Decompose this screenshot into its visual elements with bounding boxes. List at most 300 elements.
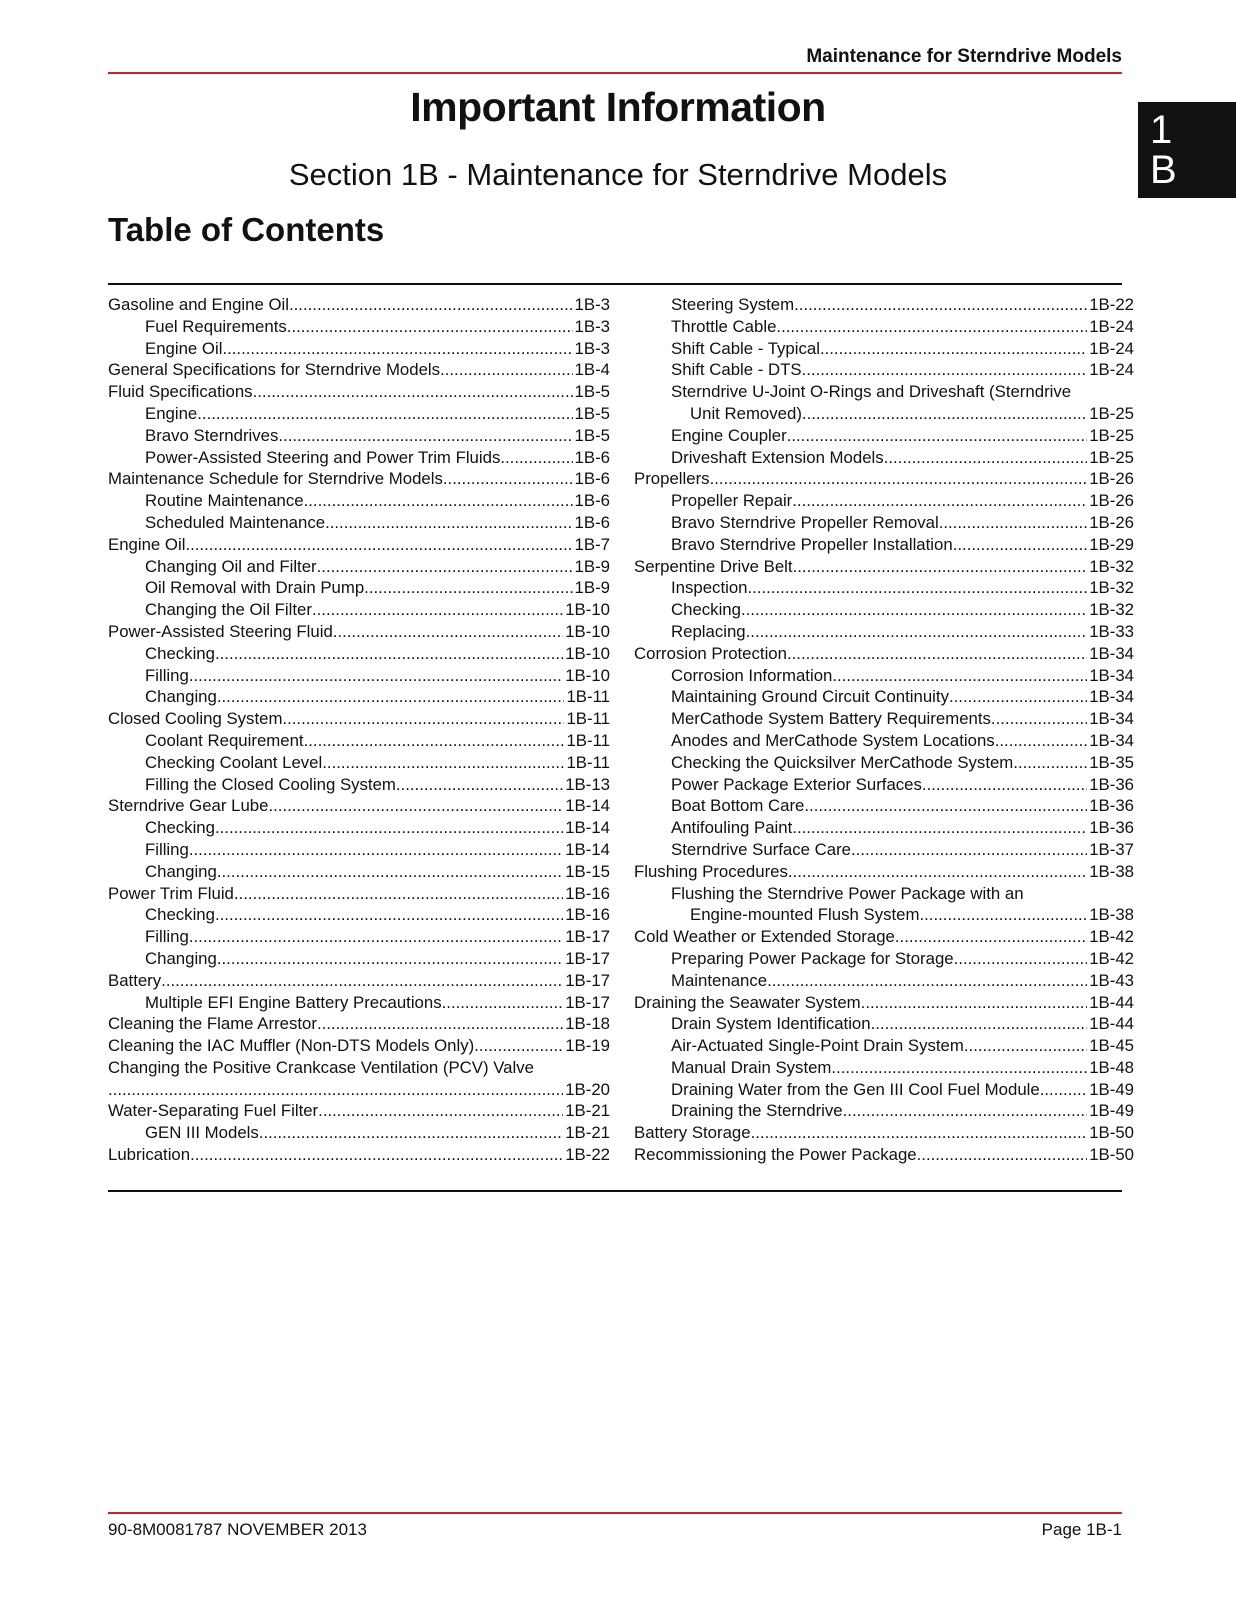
toc-entry-page: 1B-19	[565, 1036, 610, 1056]
toc-entry-page: 1B-6	[574, 469, 610, 489]
toc-entry-page: 1B-10	[565, 665, 610, 685]
toc-entry[interactable]	[108, 621, 610, 643]
toc-entry-label: Checking Coolant Level	[145, 752, 323, 772]
toc-leader-dots	[953, 534, 1088, 556]
toc-entry-page: 1B-5	[574, 425, 610, 445]
toc-entry[interactable]	[634, 926, 1134, 948]
toc-leader-dots	[804, 795, 1087, 817]
toc-entry-label: Changing Oil and Filter	[145, 556, 317, 576]
toc-entry-label: Recommissioning the Power Package	[634, 1145, 917, 1165]
toc-entry[interactable]	[108, 512, 610, 534]
toc-entry-page: 1B-32	[1089, 600, 1134, 620]
toc-leader-dots	[217, 686, 565, 708]
toc-entry[interactable]	[108, 316, 610, 338]
toc-entry-label: Fuel Requirements	[145, 316, 287, 336]
toc-entry[interactable]	[108, 817, 610, 839]
toc-entry-page: 1B-45	[1089, 1036, 1134, 1056]
toc-entry-label: Power-Assisted Steering Fluid	[108, 621, 333, 641]
toc-entry-label: Sterndrive Surface Care	[671, 839, 852, 859]
toc-entry-label: MerCathode System Battery Requirements	[671, 709, 991, 729]
toc-entry[interactable]	[108, 468, 610, 490]
toc-entry-page: 1B-17	[565, 948, 610, 968]
toc-entry[interactable]	[634, 839, 1134, 861]
toc-entry-page: 1B-36	[1089, 796, 1134, 816]
toc-leader-dots	[234, 883, 563, 905]
toc-entry-page: 1B-3	[574, 295, 610, 314]
toc-entry[interactable]	[108, 294, 610, 316]
toc-entry-page: 1B-6	[574, 447, 610, 467]
toc-leader-dots	[1040, 1079, 1087, 1101]
toc-entry[interactable]	[108, 599, 610, 621]
toc-entry-page: 1B-24	[1089, 360, 1134, 380]
toc-entry-page: 1B-25	[1089, 425, 1134, 445]
toc-leader-dots	[794, 294, 1087, 316]
toc-entry[interactable]	[108, 447, 610, 469]
toc-entry[interactable]	[634, 795, 1134, 817]
toc-entry-page: 1B-43	[1089, 970, 1134, 990]
running-header: Maintenance for Sterndrive Models	[806, 46, 1122, 67]
toc-entry-page: 1B-38	[1089, 905, 1134, 925]
toc-entry-page: 1B-21	[565, 1123, 610, 1143]
toc-entry[interactable]	[108, 338, 610, 360]
toc-entry[interactable]	[108, 1079, 610, 1101]
toc-entry-page: 1B-17	[565, 927, 610, 947]
toc-leader-dots	[317, 1013, 563, 1035]
toc-leader-dots	[215, 904, 563, 926]
footer-doc-number: 90-8M0081787 NOVEMBER 2013	[108, 1520, 367, 1539]
toc-entry-page: 1B-44	[1089, 1014, 1134, 1034]
toc-entry-label: Engine-mounted Flush System	[690, 905, 920, 925]
toc-leader-dots	[792, 817, 1087, 839]
toc-entry-label: Flushing the Sterndrive Power Package with an	[671, 883, 1024, 903]
toc-leader-dots	[767, 970, 1087, 992]
toc-leader-dots	[802, 403, 1087, 425]
toc-entry[interactable]	[108, 1122, 610, 1144]
toc-right-column	[634, 294, 1134, 1166]
toc-leader-dots	[820, 338, 1087, 360]
toc-leader-dots	[751, 1122, 1088, 1144]
toc-entry[interactable]	[634, 512, 1134, 534]
toc-entry[interactable]	[634, 752, 1134, 774]
toc-entry[interactable]	[108, 774, 610, 796]
toc-entry-page: 1B-11	[566, 687, 610, 707]
toc-entry[interactable]	[634, 992, 1134, 1014]
toc-entry-label: Inspection	[671, 578, 748, 598]
toc-leader-dots	[312, 599, 563, 621]
toc-entry-page: 1B-33	[1089, 621, 1134, 641]
toc-entry-label: Coolant Requirement	[145, 730, 304, 750]
toc-leader-dots	[919, 904, 1087, 926]
toc-entry-page: 1B-38	[1089, 861, 1134, 881]
toc-leader-dots	[787, 643, 1087, 665]
toc-entry-page: 1B-9	[574, 578, 610, 598]
toc-leader-dots	[282, 708, 564, 730]
toc-entry[interactable]	[108, 708, 610, 730]
toc-leader-dots	[318, 1100, 563, 1122]
toc-entry[interactable]	[634, 665, 1134, 687]
toc-entry-page: 1B-29	[1089, 534, 1134, 554]
toc-entry-label: Gasoline and Engine Oil	[108, 295, 289, 314]
toc-entry[interactable]	[634, 577, 1134, 599]
toc-entry-label: Serpentine Drive Belt	[634, 556, 793, 576]
toc-entry[interactable]	[108, 992, 610, 1014]
section-tab	[1138, 102, 1236, 198]
toc-leader-dots	[954, 948, 1088, 970]
toc-entry-label: Shift Cable - DTS	[671, 360, 802, 380]
toc-entry[interactable]	[108, 1144, 610, 1166]
toc-entry-label: Changing	[145, 861, 217, 881]
toc-leader-dots	[189, 926, 563, 948]
toc-entry-page: 1B-34	[1089, 730, 1134, 750]
toc-entry-page: 1B-35	[1089, 752, 1134, 772]
toc-leader-dots	[843, 1100, 1088, 1122]
toc-entry[interactable]	[108, 534, 610, 556]
footer-page-number: Page 1B-1	[1041, 1520, 1122, 1539]
toc-entry-page: 1B-32	[1089, 556, 1134, 576]
toc-entry-page: 1B-24	[1089, 316, 1134, 336]
toc-entry-page: 1B-10	[565, 643, 610, 663]
toc-leader-dots	[396, 774, 563, 796]
toc-leader-dots	[259, 1122, 563, 1144]
toc-entry[interactable]	[634, 686, 1134, 708]
footer-rule	[108, 1512, 1122, 1514]
toc-entry-page: 1B-5	[574, 382, 610, 402]
toc-entry[interactable]	[634, 381, 1134, 403]
toc-leader-dots	[802, 359, 1088, 381]
toc-entry-label: Power Trim Fluid	[108, 883, 234, 903]
toc-entry-page: 1B-22	[565, 1145, 610, 1165]
toc-entry[interactable]	[108, 577, 610, 599]
toc-entry[interactable]	[634, 403, 1134, 425]
toc-entry-label: Multiple EFI Engine Battery Precautions	[145, 992, 442, 1012]
toc-entry-page: 1B-37	[1089, 839, 1134, 859]
toc-entry-label: Cold Weather or Extended Storage	[634, 927, 895, 947]
toc-entry-label: Replacing	[671, 621, 746, 641]
toc-leader-dots	[443, 468, 573, 490]
toc-leader-dots	[287, 316, 573, 338]
toc-entry-label: Throttle Cable	[671, 316, 777, 336]
toc-entry-page: 1B-36	[1089, 818, 1134, 838]
toc-entry-page: 1B-6	[574, 491, 610, 511]
toc-entry[interactable]	[634, 643, 1134, 665]
toc-entry[interactable]	[108, 752, 610, 774]
toc-entry-label: Boat Bottom Care	[671, 796, 805, 816]
toc-leader-dots	[995, 730, 1088, 752]
toc-entry-label: Draining Water from the Gen III Cool Fuel Module	[671, 1079, 1040, 1099]
toc-entry-page: 1B-14	[565, 839, 610, 859]
toc-entry-page: 1B-7	[574, 534, 610, 554]
toc-entry[interactable]	[634, 1079, 1134, 1101]
toc-leader-dots	[895, 926, 1087, 948]
toc-entry-label: Shift Cable - Typical	[671, 338, 820, 358]
toc-entry-label: Power Package Exterior Surfaces	[671, 774, 922, 794]
toc-leader-dots	[364, 577, 572, 599]
toc-entry[interactable]	[634, 904, 1134, 926]
toc-entry-label: GEN III Models	[145, 1123, 259, 1143]
toc-entry-page: 1B-49	[1089, 1101, 1134, 1121]
toc-entry[interactable]	[634, 861, 1134, 883]
toc-entry-label: Maintenance Schedule for Sterndrive Models	[108, 469, 443, 489]
toc-entry[interactable]	[108, 643, 610, 665]
toc-entry[interactable]	[634, 425, 1134, 447]
page-title: Important Information	[410, 84, 826, 130]
toc-entry-page: 1B-4	[574, 360, 610, 380]
toc-entry[interactable]	[634, 556, 1134, 578]
toc-entry[interactable]	[634, 447, 1134, 469]
toc-leader-dots	[500, 447, 572, 469]
toc-entry[interactable]	[108, 1035, 610, 1057]
toc-entry-label: Battery Storage	[634, 1123, 751, 1143]
toc-entry-page: 1B-48	[1089, 1057, 1134, 1077]
toc-entry-label: Filling	[145, 839, 189, 859]
toc-entry-page: 1B-16	[565, 905, 610, 925]
toc-entry-page: 1B-5	[574, 403, 610, 423]
toc-entry[interactable]	[108, 795, 610, 817]
toc-entry-label: Checking	[145, 643, 215, 663]
section-tab-number: 1	[1150, 108, 1173, 152]
toc-entry[interactable]	[108, 1057, 610, 1079]
toc-leader-dots	[964, 1035, 1087, 1057]
toc-leader-dots	[939, 512, 1088, 534]
toc-entry[interactable]	[108, 948, 610, 970]
toc-entry-label: Filling	[145, 665, 189, 685]
toc-entry-page: 1B-9	[574, 556, 610, 576]
toc-entry-page: 1B-50	[1089, 1145, 1134, 1165]
toc-entry-label: Corrosion Protection	[634, 643, 787, 663]
header-rule	[108, 72, 1122, 74]
toc-leader-dots	[851, 839, 1087, 861]
toc-entry-page: 1B-44	[1089, 992, 1134, 1012]
toc-entry[interactable]	[108, 359, 610, 381]
toc-entry[interactable]	[108, 1100, 610, 1122]
toc-entry-label: Battery	[108, 970, 162, 990]
toc-entry-label: Bravo Sterndrive Propeller Installation	[671, 534, 953, 554]
toc-entry-label: Unit Removed)	[690, 403, 802, 423]
toc-entry[interactable]	[634, 1122, 1134, 1144]
toc-entry-page: 1B-26	[1089, 469, 1134, 489]
toc-entry-page: 1B-20	[565, 1079, 610, 1099]
toc-entry-label: Checking the Quicksilver MerCathode System	[671, 752, 1014, 772]
toc-leader-dots	[710, 468, 1088, 490]
toc-entry[interactable]	[108, 686, 610, 708]
section-tab-letter: B	[1150, 148, 1177, 192]
toc-entry[interactable]	[634, 599, 1134, 621]
toc-leader-dots	[322, 752, 564, 774]
toc-leader-dots	[278, 425, 572, 447]
toc-entry-page: 1B-32	[1089, 578, 1134, 598]
toc-leader-dots	[748, 577, 1088, 599]
toc-entry[interactable]	[108, 556, 610, 578]
toc-entry-label: Draining the Sterndrive	[671, 1101, 843, 1121]
toc-leader-dots	[832, 665, 1087, 687]
toc-entry-label: Changing the Positive Crankcase Ventilation (PCV) Valve	[108, 1057, 534, 1077]
toc-entry-label: Antifouling Paint	[671, 818, 793, 838]
toc-entry-page: 1B-22	[1089, 295, 1134, 314]
toc-entry-label: Filling the Closed Cooling System	[145, 774, 396, 794]
toc-entry-label: Drain System Identification	[671, 1014, 871, 1034]
toc-entry[interactable]	[634, 1057, 1134, 1079]
toc-leader-dots	[922, 774, 1087, 796]
toc-entry[interactable]	[634, 468, 1134, 490]
toc-leader-dots	[949, 686, 1087, 708]
toc-entry[interactable]	[108, 425, 610, 447]
toc-leader-dots	[190, 1144, 563, 1166]
toc-entry[interactable]	[634, 1144, 1134, 1166]
toc-entry[interactable]	[634, 621, 1134, 643]
toc-leader-dots	[831, 1057, 1087, 1079]
toc-entry-page: 1B-42	[1089, 927, 1134, 947]
toc-entry-label: Steering System	[671, 295, 795, 314]
toc-entry[interactable]	[108, 665, 610, 687]
toc-entry[interactable]	[634, 708, 1134, 730]
toc-top-rule	[108, 283, 1122, 285]
toc-entry-label: Draining the Seawater System	[634, 992, 861, 1012]
toc-entry[interactable]	[634, 490, 1134, 512]
toc-entry[interactable]	[108, 730, 610, 752]
toc-entry-page: 1B-14	[565, 796, 610, 816]
toc-leader-dots	[197, 403, 572, 425]
toc-entry-label: Routine Maintenance	[145, 491, 304, 511]
toc-entry-label: Water-Separating Fuel Filter	[108, 1101, 319, 1121]
toc-entry-page: 1B-24	[1089, 338, 1134, 358]
toc-entry[interactable]	[634, 316, 1134, 338]
toc-entry-label: Flushing Procedures	[634, 861, 788, 881]
toc-entry-label: General Specifications for Sterndrive Models	[108, 360, 441, 380]
toc-leader-dots	[253, 381, 573, 403]
toc-entry-label: Propeller Repair	[671, 491, 793, 511]
toc-entry-page: 1B-42	[1089, 948, 1134, 968]
toc-entry[interactable]	[108, 904, 610, 926]
toc-entry-page: 1B-18	[565, 1014, 610, 1034]
toc-leader-dots	[108, 1079, 563, 1101]
toc-entry-label: Maintaining Ground Circuit Continuity	[671, 687, 949, 707]
toc-leader-dots	[741, 599, 1087, 621]
toc-entry-page: 1B-34	[1089, 665, 1134, 685]
toc-entry-label: Manual Drain System	[671, 1057, 832, 1077]
toc-entry-label: Checking	[145, 818, 215, 838]
toc-leader-dots	[440, 359, 572, 381]
toc-heading: Table of Contents	[108, 211, 385, 248]
toc-entry[interactable]	[634, 817, 1134, 839]
toc-entry-label: Sterndrive U-Joint O-Rings and Driveshaft (Sterndrive	[671, 382, 1072, 402]
toc-leader-dots	[222, 338, 572, 360]
toc-leader-dots	[788, 861, 1087, 883]
toc-leader-dots	[217, 948, 563, 970]
toc-entry-label: Oil Removal with Drain Pump	[145, 578, 365, 598]
toc-entry[interactable]	[108, 490, 610, 512]
toc-entry-page: 1B-34	[1089, 643, 1134, 663]
toc-leader-dots	[304, 730, 565, 752]
toc-entry-label: Anodes and MerCathode System Locations	[671, 730, 995, 750]
toc-entry-page: 1B-49	[1089, 1079, 1134, 1099]
toc-entry-label: Fluid Specifications	[108, 382, 253, 402]
toc-entry[interactable]	[108, 861, 610, 883]
toc-entry-page: 1B-17	[565, 992, 610, 1012]
toc-leader-dots	[871, 1013, 1088, 1035]
toc-entry-page: 1B-26	[1089, 491, 1134, 511]
toc-entry[interactable]	[108, 970, 610, 992]
toc-entry-label: Corrosion Information	[671, 665, 833, 685]
toc-leader-dots	[317, 556, 573, 578]
toc-leader-dots	[746, 621, 1088, 643]
toc-leader-dots	[189, 665, 563, 687]
toc-entry-page: 1B-17	[565, 970, 610, 990]
toc-entry-label: Driveshaft Extension Models	[671, 447, 884, 467]
toc-leader-dots	[991, 708, 1087, 730]
toc-entry[interactable]	[108, 883, 610, 905]
toc-entry-label: Cleaning the Flame Arrestor	[108, 1014, 317, 1034]
toc-leader-dots	[189, 839, 563, 861]
toc-entry-page: 1B-6	[574, 512, 610, 532]
toc-leader-dots	[333, 621, 563, 643]
toc-entry-page: 1B-10	[565, 600, 610, 620]
toc-leader-dots	[289, 294, 573, 316]
toc-entry-page: 1B-50	[1089, 1123, 1134, 1143]
toc-entry[interactable]	[634, 730, 1134, 752]
toc-entry[interactable]	[634, 774, 1134, 796]
toc-entry[interactable]	[108, 1013, 610, 1035]
toc-entry[interactable]	[108, 839, 610, 861]
toc-entry-label: Power-Assisted Steering and Power Trim Fluids	[145, 447, 501, 467]
toc-leader-dots	[917, 1144, 1088, 1166]
toc-entry-page: 1B-11	[566, 709, 610, 729]
toc-entry[interactable]	[108, 403, 610, 425]
toc-entry[interactable]	[634, 948, 1134, 970]
toc-entry-label: Preparing Power Package for Storage	[671, 948, 954, 968]
toc-entry[interactable]	[634, 970, 1134, 992]
toc-entry-page: 1B-13	[565, 774, 610, 794]
toc-entry-page: 1B-3	[574, 338, 610, 358]
toc-entry-label: Changing the Oil Filter	[145, 600, 312, 620]
toc-entry-label: Changing	[145, 948, 217, 968]
toc-entry-label: Engine	[145, 403, 198, 423]
toc-entry[interactable]	[634, 294, 1134, 316]
toc-leader-dots	[442, 992, 564, 1014]
toc-entry[interactable]	[634, 1013, 1134, 1035]
toc-entry-label: Air-Actuated Single-Point Drain System	[671, 1036, 964, 1056]
toc-entry[interactable]	[108, 381, 610, 403]
toc-entry[interactable]	[634, 1035, 1134, 1057]
toc-entry-label: Closed Cooling System	[108, 709, 283, 729]
toc-entry-label: Propellers	[634, 469, 710, 489]
toc-leader-dots	[793, 556, 1088, 578]
toc-leader-dots	[268, 795, 563, 817]
toc-entry-page: 1B-34	[1089, 687, 1134, 707]
toc-entry-page: 1B-25	[1089, 403, 1134, 423]
toc-leader-dots	[215, 643, 563, 665]
toc-entry[interactable]	[108, 926, 610, 948]
toc-entry[interactable]	[634, 534, 1134, 556]
toc-leader-dots	[217, 861, 563, 883]
toc-leader-dots	[1013, 752, 1087, 774]
toc-entry-label: Maintenance	[671, 970, 768, 990]
toc-leader-dots	[325, 512, 572, 534]
toc-entry-label: Bravo Sterndrives	[145, 425, 279, 445]
toc-entry[interactable]	[634, 883, 1134, 905]
toc-entry[interactable]	[634, 338, 1134, 360]
toc-leader-dots	[161, 970, 563, 992]
toc-leader-dots	[884, 447, 1088, 469]
toc-entry-page: 1B-11	[566, 752, 610, 772]
toc-entry[interactable]	[634, 359, 1134, 381]
toc-leader-dots	[861, 992, 1088, 1014]
toc-leader-dots	[792, 490, 1087, 512]
toc-entry-label: Engine Oil	[145, 338, 223, 358]
toc-entry-page: 1B-25	[1089, 447, 1134, 467]
toc-entry-label: Checking	[671, 600, 741, 620]
toc-entry[interactable]	[634, 1100, 1134, 1122]
toc-leader-dots	[185, 534, 572, 556]
